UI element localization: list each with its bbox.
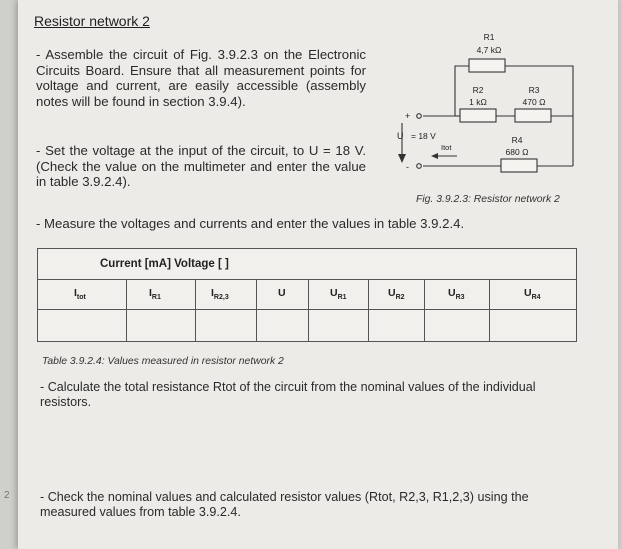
table-col-divider <box>368 279 369 341</box>
current-arrow-head <box>431 153 438 159</box>
r2-value: 1 kΩ <box>469 97 487 107</box>
col-head-ir23: $I_{R2,3}$ <box>211 287 229 302</box>
r1-value: 4,7 kΩ <box>476 45 502 55</box>
table-col-divider <box>195 279 196 341</box>
col-head-ur2: $U_{R2}$ <box>388 287 405 302</box>
table-caption: Table 3.9.2.4: Values measured in resistor network 2 <box>42 356 284 367</box>
instruction-check: - Check the nominal values and calculated resistor values (Rtot, R2,3, R1,2,3) using the measured values from table 3.9.2.4. <box>40 490 529 519</box>
voltage-arrow-head <box>398 154 406 163</box>
col-head-itot: $I_{tot}$ <box>74 287 86 302</box>
table-col-divider <box>308 279 309 341</box>
r2-name: R2 <box>472 85 484 95</box>
wire-r1-left <box>455 66 469 70</box>
terminal-plus <box>417 114 422 119</box>
resistor-r2 <box>460 109 496 122</box>
table-col-divider <box>126 279 127 341</box>
table-col-divider <box>256 279 257 341</box>
table-col-divider <box>424 279 425 341</box>
col-head-ur3: $U_{R3}$ <box>448 287 465 302</box>
table-column-row <box>38 279 576 310</box>
col-head-ur1: $U_{R1}$ <box>330 287 347 302</box>
figure-caption: Fig. 3.9.2.3: Resistor network 2 <box>416 194 560 205</box>
r3-value: 470 Ω <box>522 97 546 107</box>
terminal-minus <box>417 164 422 169</box>
page-title: Resistor network 2 <box>34 13 150 29</box>
instruction-calculate: - Calculate the total resistance Rtot of the circuit from the nominal values of the individual resistors. <box>40 380 536 409</box>
table-header: Current [mA] Voltage [ ] <box>100 258 229 270</box>
instruction-set-voltage: - Set the voltage at the input of the circuit, to U = 18 V. (Check the value on the multimeter and enter the value in table 3.9.2.4). <box>36 143 366 190</box>
itot-label: Itot <box>441 143 452 152</box>
col-head-ur4: $U_{R4}$ <box>524 287 541 302</box>
measurement-table <box>37 248 577 342</box>
instruction-measure: - Measure the voltages and currents and enter the values in table 3.9.2.4. <box>36 216 465 231</box>
instruction-assemble: - Assemble the circuit of Fig. 3.9.2.3 on the Electronic Circuits Board. Ensure that all measurement points for voltage and current, are easily accessible (assembly notes will be found in section 3.9.4). <box>36 47 366 109</box>
voltage-label: = 18 V <box>411 131 436 141</box>
resistor-r4 <box>501 159 537 172</box>
u-label: U <box>397 131 404 141</box>
r1-name: R1 <box>483 32 495 42</box>
col-head-ir1: $I_{R1}$ <box>149 287 161 302</box>
col-head-u: U <box>278 287 286 299</box>
r4-value: 680 Ω <box>505 147 529 157</box>
plus-label: + <box>405 111 411 121</box>
r3-name: R3 <box>528 85 540 95</box>
resistor-r3 <box>515 109 551 122</box>
table-col-divider <box>489 279 490 341</box>
table-header-row <box>38 249 576 280</box>
minus-label: - <box>406 162 409 172</box>
resistor-r1 <box>469 59 505 72</box>
edge-mark: 2 <box>4 490 10 501</box>
r4-name: R4 <box>511 135 523 145</box>
circuit-diagram <box>385 26 585 191</box>
